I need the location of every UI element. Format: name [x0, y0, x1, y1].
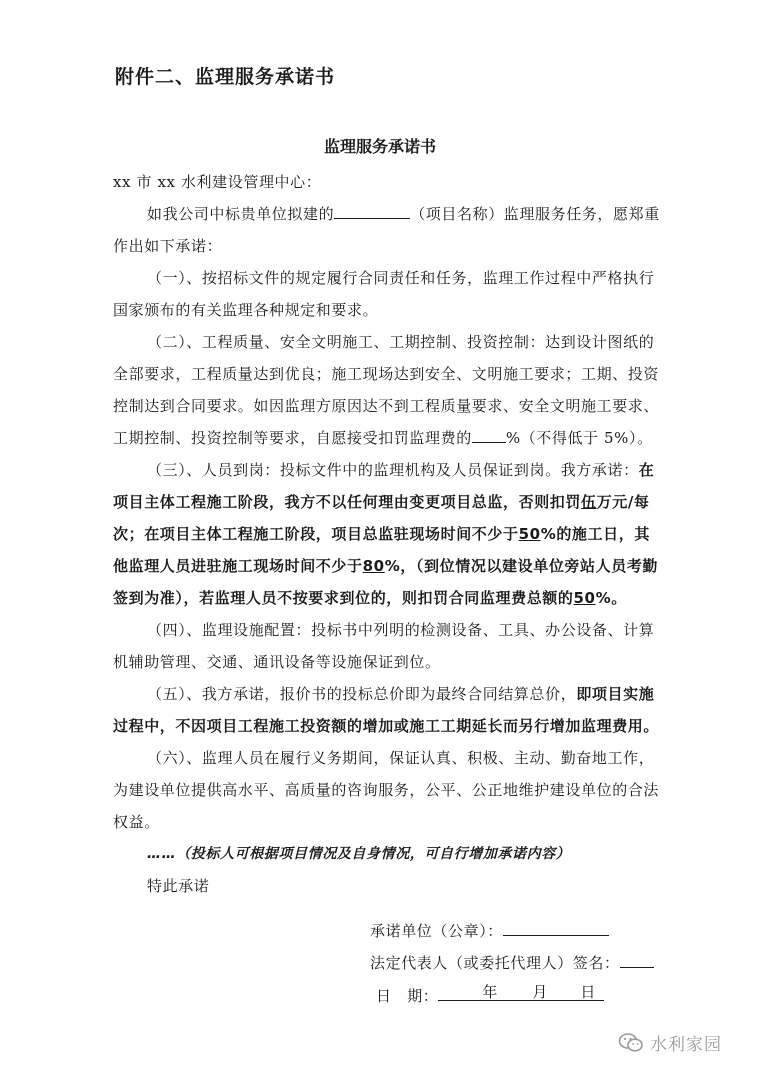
date-blank: [438, 981, 604, 1001]
date-day-label: 日: [580, 983, 597, 1001]
fee-deduction-value: 50: [573, 589, 596, 607]
commitment-item-6: （六）、监理人员在履行义务期间，保证认真、积极、主动、勤奋地工作，为建设单位提供高水平、高质量的咨询服务，公平、公正地维护建设单位的合法权益。: [113, 749, 660, 831]
signature-rep-line: [370, 950, 654, 973]
item3-text: （三）、人员到岗：投标文件中的监理机构及人员保证到岗。我方承诺：: [147, 461, 639, 479]
item3-bold-2: 万元/每次；在项目主体工程施工阶段，项目总监驻现场时间不少于: [113, 493, 650, 543]
staff-presence-value: 80: [362, 557, 385, 575]
project-name-blank: [334, 201, 410, 219]
salutation: xx 市 xx 水利建设管理中心：: [113, 173, 322, 191]
intro-paragraph: [113, 198, 665, 262]
item5-bold: 即项目实施过程中，不因项目工程施工投资额的增加或施工工期延长而另行增加监理费用。: [113, 685, 660, 735]
closing-statement: 特此承诺: [147, 877, 210, 895]
item3-bold-3: %的施工日，其他监理人员进驻施工现场时间不少于: [113, 525, 650, 575]
watermark-text: 水利家园: [650, 1035, 722, 1055]
watermark: [618, 1030, 722, 1055]
signature-unit-blank: [503, 918, 609, 936]
penalty-amount-value: 伍: [581, 493, 597, 511]
commitment-item-2: [113, 326, 665, 454]
signature-date-line: [376, 981, 604, 1006]
penalty-percent-blank: [472, 425, 506, 443]
signature-rep-label: 法定代表人（或委托代理人）签名：: [370, 954, 620, 972]
commitment-item-3: [113, 454, 665, 614]
item5-text: （五）、我方承诺，报价书的投标总价即为最终合同结算总价，: [147, 685, 577, 703]
date-month-label: 月: [532, 983, 549, 1001]
date-year-label: 年: [482, 983, 499, 1001]
item2-text-end: %（不得低于 5%）。: [505, 429, 653, 447]
signature-unit-line: [370, 918, 609, 941]
signature-unit-label: 承诺单位（公章）：: [370, 922, 503, 940]
attachment-heading: 附件二、监理服务承诺书: [115, 66, 336, 88]
chief-presence-value: 50: [518, 525, 541, 543]
item3-bold-1: 在项目主体工程施工阶段，我方不以任何理由变更项目总监，否则扣罚: [113, 461, 655, 511]
document-title: 监理服务承诺书: [323, 137, 436, 156]
commitment-item-1: （一）、按招标文件的规定履行合同责任和任务，监理工作过程中严格执行国家颁布的有关监理各种规定和要求。: [113, 269, 655, 319]
document-body: [113, 166, 665, 902]
additional-note: ……（投标人可根据项目情况及自身情况，可自行增加承诺内容）: [147, 846, 571, 862]
signature-rep-blank: [620, 950, 654, 968]
intro-text-start: 如我公司中标贵单位拟建的: [147, 205, 335, 223]
item3-bold-5: %。: [595, 589, 627, 607]
commitment-item-5: [113, 678, 665, 742]
item2-text: （二）、工程质量、安全文明施工、工期控制、投资控制：达到设计图纸的全部要求，工程质量达到优良；施工现场达到安全、文明施工要求；工期、投资控制达到合同要求。如因监理方原因达不到工程质量要求、安全文明施工要求、工期控制、投资控制等要求，自愿接受扣罚监理费的: [113, 333, 660, 447]
date-label: 日 期：: [376, 987, 439, 1005]
commitment-item-4: （四）、监理设施配置：投标书中列明的检测设备、工具、办公设备、计算机辅助管理、交通、通讯设备等设施保证到位。: [113, 621, 655, 671]
item3-bold-4: %，（到位情况以建设单位旁站人员考勤签到为准），若监理人员不按要求到位的，则扣罚合同监理费总额的: [113, 557, 659, 607]
wechat-icon: [618, 1032, 644, 1054]
intro-text-end: （项目名称）监理服务任务，愿郑重作出如下承诺：: [113, 205, 660, 255]
